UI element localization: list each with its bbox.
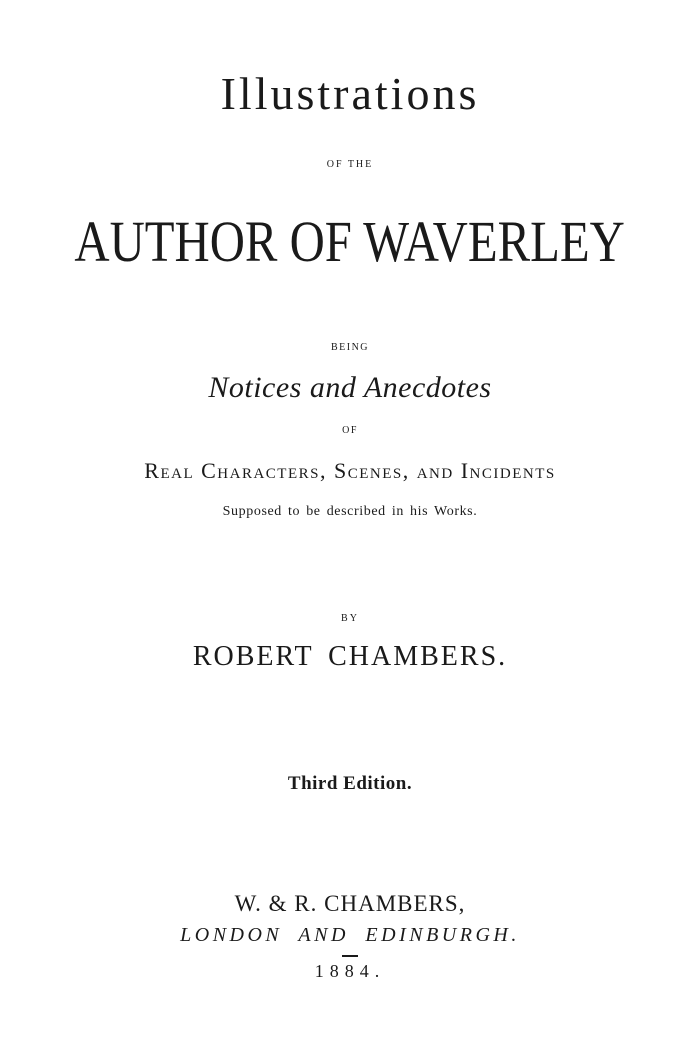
- description-line: Supposed to be described in his Works.: [222, 504, 478, 519]
- subtitle: Notices and Anecdotes: [208, 371, 492, 404]
- being-connector: BEING: [330, 342, 370, 353]
- author-name: ROBERT CHAMBERS.: [192, 641, 508, 672]
- year-rule: [342, 955, 358, 957]
- subject-line: Real Characters, Scenes, and Incidents: [144, 458, 556, 483]
- of-connector: OF: [342, 425, 358, 436]
- publisher-places: LONDON AND EDINBURGH.: [180, 924, 520, 946]
- by-connector: BY: [341, 613, 359, 624]
- publication-year: 1884.: [314, 961, 386, 981]
- edition-label: Third Edition.: [287, 773, 413, 794]
- publisher-name: W. & R. CHAMBERS,: [234, 891, 466, 916]
- main-title: [0, 206, 700, 278]
- of-the-connector: OF THE: [326, 159, 374, 170]
- main-title-text: AUTHOR OF WAVERLEY: [74, 209, 626, 274]
- book-title: Illustrations: [220, 68, 480, 119]
